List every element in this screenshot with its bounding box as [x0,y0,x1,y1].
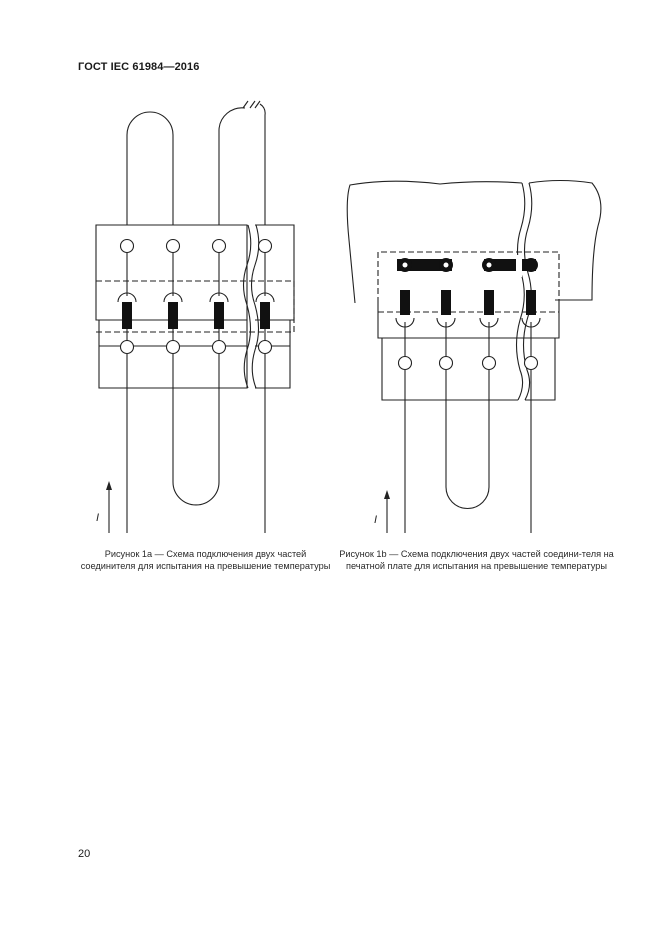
pcb-contact-column-3 [480,290,498,370]
pcb-outline-left [347,181,522,303]
top-loop-wire-left [127,112,173,225]
bottom-loop-wire [173,354,219,505]
contact-column-1 [118,240,136,534]
figure-1b-caption: Рисунок 1b — Схема подключения двух частей соедини-теля на печатной плате для испытания на превышение температуры [339,549,614,572]
figure-1a-diagram [96,101,294,533]
top-loop-wire-right [219,108,245,225]
current-arrow-head [106,481,112,490]
pcb-break-line-1 [517,183,525,400]
pcb-bottom-loop-wire [446,370,489,509]
lower-housing-right [255,320,290,388]
contact-column-3 [210,240,228,354]
contact-column-2 [164,240,182,354]
pcb-current-arrow-head [384,490,390,499]
pcb-contact-column-1 [396,290,414,533]
pcb-contact-column-4 [522,290,540,533]
current-label-a: I [96,512,100,524]
top-wire-break [260,104,265,225]
housing-break-line-2 [252,225,259,388]
page-number: 20 [78,848,91,860]
figure-1a-caption: Рисунок 1а — Схема подключения двух частей соединителя для испытания на превышение температуры [80,549,331,572]
figure-1b-diagram [347,181,601,534]
wire-break-mark [243,101,260,108]
pcb-contact-column-2 [437,290,455,370]
current-label-b: I [374,514,378,526]
contact-column-4 [256,240,274,534]
pcb-outline-right [529,181,601,301]
document-header: ГОСТ IEC 61984—2016 [78,61,200,73]
